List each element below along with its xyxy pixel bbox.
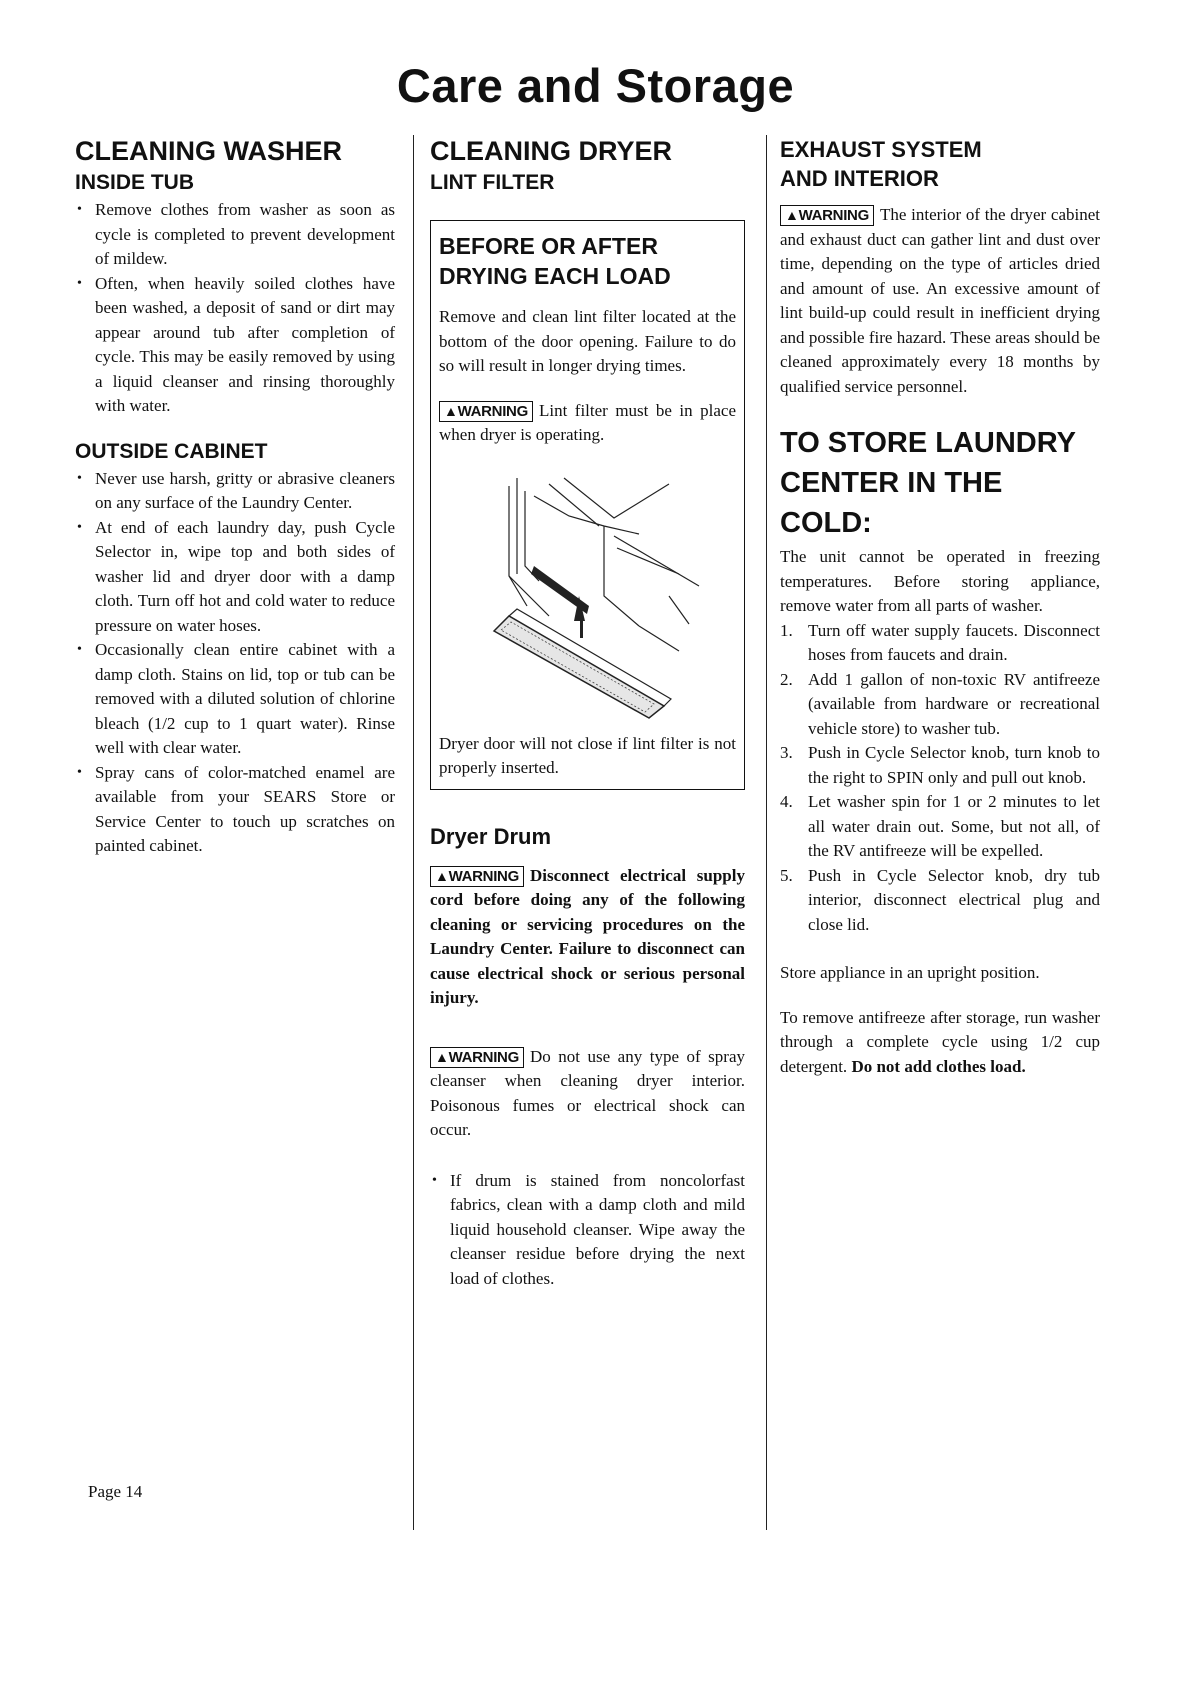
column-divider-left — [413, 135, 414, 1530]
cleaning-washer-heading: CLEANING WASHER — [75, 136, 343, 166]
dryer-drum-warning-2: ▲WARNING Do not use any type of spray cleanser when cleaning dryer interior. Poisonous fumes or electrical shock can occur. — [430, 1046, 745, 1139]
lint-filter-drawing — [439, 456, 736, 728]
warning-triangle-icon: ▲ — [785, 207, 799, 223]
store-upright: Store appliance in an upright position. — [780, 963, 1040, 982]
warning-triangle-icon: ▲ — [444, 402, 458, 419]
dryer-drum-warning-1: ▲WARNING Disconnect electrical supply cord before doing any of the following cleaning or servicing procedures on the Laundry Center. Failure to disconnect can cause electrical shock or serious personal injury. — [430, 865, 745, 1007]
before-after-heading: BEFORE OR AFTER DRYING EACH LOAD — [439, 233, 671, 289]
list-item: 2. Add 1 gallon of non-toxic RV antifreeze (available from hardware or recreational vehicle store) to washer tub. — [780, 669, 1100, 738]
list-item: 4. Let washer spin for 1 or 2 minutes to let all water drain out. Some, but not all, of the RV antifreeze will be expelled. — [780, 792, 1100, 860]
page-number: Page 14 — [88, 1482, 143, 1501]
list-item: • At end of each laundry day, push Cycle Selector in, wipe top and both sides of washer lid and dryer door with a damp cloth. Turn off hot and cold water to reduce pressure on water hoses. — [75, 516, 395, 639]
dryer-drum-list — [430, 1169, 745, 1292]
outside-cabinet-heading: OUTSIDE CABINET — [75, 439, 268, 463]
dryer-drum-heading: Dryer Drum — [430, 823, 552, 849]
warning-badge: ▲WARNING — [780, 205, 874, 226]
outside-cabinet-list — [75, 467, 395, 859]
list-item: 5. Push in Cycle Selector knob, dry tub interior, disconnect electrical plug and close lid. — [780, 865, 1100, 934]
store-after: To remove antifreeze after storage, run washer through a complete cycle using 1/2 cup detergent. Do not add clothes load. — [780, 1007, 1100, 1076]
exhaust-heading-line1: EXHAUST SYSTEM — [780, 137, 982, 162]
store-intro: The unit cannot be operated in freezing temperatures. Before storing appliance, remove water from all parts of washer. — [780, 547, 1100, 615]
list-item: • Never use harsh, gritty or abrasive cleaners on any surface of the Laundry Center. — [75, 467, 395, 516]
warning-triangle-icon: ▲ — [435, 867, 449, 884]
lint-filter-heading: LINT FILTER — [430, 171, 555, 194]
warning-badge: ▲WARNING — [439, 401, 533, 422]
list-item: • Often, when heavily soiled clothes have been washed, a deposit of sand or dirt may appear around tub after completion of cycle. This may be easily removed by using a liquid cleanser and rinsing thoroughly with water. — [75, 272, 395, 419]
column-cleaning-washer — [75, 135, 395, 859]
list-item: • If drum is stained from noncolorfast fabrics, clean with a damp cloth and mild liquid household cleanser. Wipe away the cleanser residue before drying the next load of clothes. — [430, 1169, 745, 1292]
list-item: • Occasionally clean entire cabinet with a damp cloth. Stains on lid, top or tub can be removed with a diluted solution of chlorine bleach (1/2 cup to 1 quart water). Rinse well with clear water. — [75, 638, 395, 761]
warning-badge: ▲WARNING — [430, 1047, 524, 1068]
list-item: 3. Push in Cycle Selector knob, turn knob to the right to SPIN only and pull out knob. — [780, 743, 1100, 787]
warning-triangle-icon: ▲ — [435, 1048, 449, 1065]
cleaning-dryer-heading: CLEANING DRYER — [430, 136, 673, 166]
inside-tub-list — [75, 198, 395, 419]
lint-filter-illustration — [439, 456, 736, 728]
store-after-bold: Do not add clothes load. — [851, 1056, 1026, 1076]
lint-filter-box — [430, 220, 745, 790]
column-cleaning-dryer — [430, 135, 745, 1291]
page-title: Care and Storage — [396, 59, 795, 112]
list-item: • Spray cans of color-matched enamel are available from your SEARS Store or Service Center to touch up scratches on painted cabinet. — [75, 761, 395, 859]
list-item: • Remove clothes from washer as soon as cycle is completed to prevent development of mildew. — [75, 198, 395, 272]
store-heading: TO STORE LAUNDRY CENTER IN THE COLD: — [780, 427, 1076, 539]
warning-badge: ▲WARNING — [430, 866, 524, 887]
column-exhaust-storage — [780, 135, 1100, 1079]
lint-filter-caption: Dryer door will not close if lint filter is not properly inserted. — [439, 733, 736, 777]
inside-tub-heading: INSIDE TUB — [75, 171, 195, 194]
store-steps — [780, 619, 1100, 938]
lint-filter-warning: ▲WARNING Lint filter must be in place when dryer is operating. — [439, 400, 736, 444]
exhaust-warning: ▲WARNING The interior of the dryer cabinet and exhaust duct can gather lint and dust over time, depending on the type of articles dried and amount of use. An excessive amount of lint build-up could result in inefficient drying and possible fire hazard. These areas should be cleaned approximately every 18 months by qualified service personnel. — [780, 205, 1100, 396]
list-item: 1. Turn off water supply faucets. Disconnect hoses from faucets and drain. — [780, 620, 1100, 664]
lint-filter-text: Remove and clean lint filter located at the bottom of the door opening. Failure to do so will result in longer drying times. — [439, 307, 736, 375]
column-divider-right — [766, 135, 767, 1530]
exhaust-heading-line2: AND INTERIOR — [780, 166, 939, 191]
